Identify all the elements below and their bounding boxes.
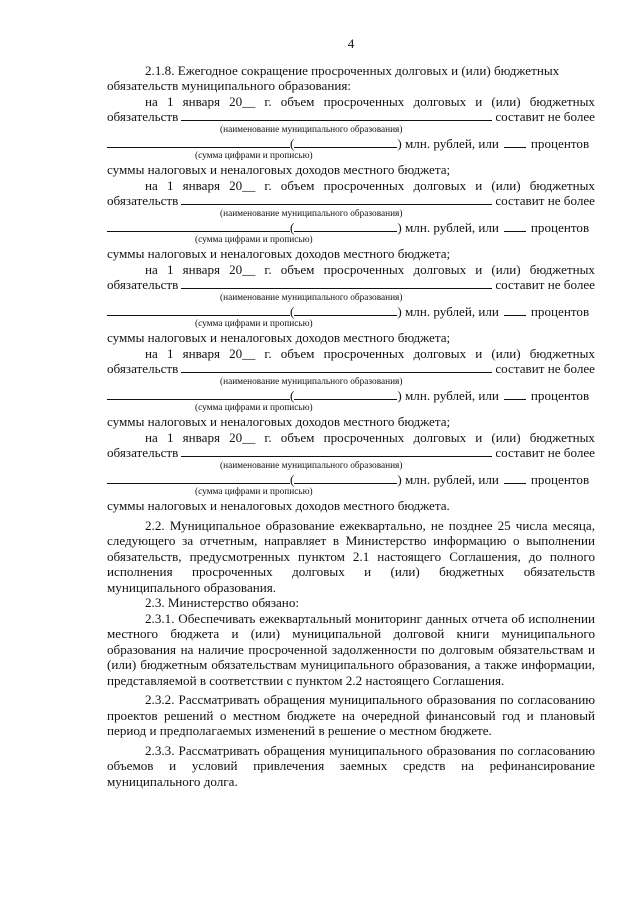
entry-amount-line	[107, 388, 595, 404]
mln-label: ) млн. рублей, или	[397, 303, 499, 319]
lead-word: просроченных	[323, 261, 405, 277]
lead-word: (или)	[491, 261, 521, 277]
lead-word: бюджетных	[529, 177, 595, 193]
lead-word: г.	[264, 177, 272, 193]
will-be-max-label: составит не более	[495, 109, 595, 124]
lead-word: и	[475, 429, 483, 445]
lead-word: долговых	[413, 345, 467, 361]
mln-label: ) млн. рублей, или	[397, 387, 499, 403]
entry-amount-line	[107, 304, 595, 320]
lead-word: долговых	[413, 261, 467, 277]
entry-obligations-line	[107, 109, 595, 125]
lead-word: долговых	[413, 177, 467, 193]
mln-label: ) млн. рублей, или	[397, 471, 499, 487]
entry-block	[107, 430, 595, 514]
lead-word: объем	[280, 177, 315, 193]
lead-word: объем	[280, 429, 315, 445]
entry-amount-line	[107, 136, 595, 152]
obligations-label: обязательств	[107, 445, 179, 460]
entry-block	[107, 94, 595, 178]
percent-blank[interactable]	[504, 220, 526, 232]
lead-word: просроченных	[323, 429, 405, 445]
obligations-label: обязательств	[107, 361, 179, 376]
entry-tail: суммы налоговых и неналоговых доходов местного бюджета;	[107, 162, 451, 177]
municipality-name-blank[interactable]	[181, 277, 492, 289]
paragraph-2-3-2: 2.3.2. Рассматривать обращения муниципального образования по согласованию проектов решений о местном бюджете на очередной финансовый год и плановый период и предполагаемых изменений в решение о местном бюджете.	[107, 692, 595, 738]
lead-word: января	[182, 177, 221, 193]
entry-block	[107, 262, 595, 346]
lead-word: г.	[264, 345, 272, 361]
lead-word: г.	[264, 429, 272, 445]
percent-label: процентов	[530, 387, 590, 403]
obligations-label: обязательств	[107, 109, 179, 124]
entry-lead-line	[107, 346, 595, 362]
will-be-max-label: составит не более	[495, 445, 595, 460]
lead-word: г.	[264, 261, 272, 277]
entries-list	[107, 94, 595, 514]
lead-word: долговых	[413, 93, 467, 109]
lead-word: и	[475, 261, 483, 277]
entry-tail: суммы налоговых и неналоговых доходов местного бюджета;	[107, 414, 451, 429]
obligations-label: обязательств	[107, 193, 179, 208]
sum-caption: (сумма цифрами и прописью)	[195, 151, 313, 161]
lead-word: 1	[166, 93, 174, 109]
will-be-max-label: составит не более	[495, 277, 595, 292]
lead-word: на	[145, 93, 158, 109]
lead-word: 20__	[229, 93, 256, 109]
lead-word: января	[182, 261, 221, 277]
entry-lead-line	[107, 178, 595, 194]
entry-tail: суммы налоговых и неналоговых доходов местного бюджета;	[107, 330, 451, 345]
open-paren: (	[290, 387, 295, 403]
municipality-name-blank[interactable]	[181, 109, 492, 121]
lead-word: января	[182, 93, 221, 109]
open-paren: (	[290, 219, 295, 235]
lead-word: (или)	[491, 177, 521, 193]
amount-words-blank[interactable]	[294, 388, 397, 400]
municipality-name-blank[interactable]	[181, 193, 492, 205]
amount-words-blank[interactable]	[294, 220, 397, 232]
amount-digits-blank[interactable]	[107, 220, 290, 232]
lead-word: и	[475, 177, 483, 193]
amount-digits-blank[interactable]	[107, 388, 290, 400]
amount-digits-blank[interactable]	[107, 472, 290, 484]
percent-label: процентов	[530, 219, 590, 235]
open-paren: (	[290, 471, 295, 487]
lead-word: 20__	[229, 345, 256, 361]
lead-word: просроченных	[323, 177, 405, 193]
lead-word: бюджетных	[529, 93, 595, 109]
lead-word: на	[145, 429, 158, 445]
lead-word: 1	[166, 345, 174, 361]
lead-word: (или)	[491, 345, 521, 361]
municipality-name-caption: (наименование муниципального образования)	[220, 124, 403, 135]
lead-word: просроченных	[323, 345, 405, 361]
lead-word: (или)	[491, 93, 521, 109]
will-be-max-label: составит не более	[495, 193, 595, 208]
entry-obligations-line	[107, 361, 595, 377]
document-page	[107, 36, 595, 789]
municipality-name-caption: (наименование муниципального образования)	[220, 292, 403, 303]
lead-word: г.	[264, 93, 272, 109]
percent-label: процентов	[530, 303, 590, 319]
entry-obligations-line	[107, 277, 595, 293]
lead-word: объем	[280, 93, 315, 109]
lead-word: (или)	[491, 429, 521, 445]
lead-word: долговых	[413, 429, 467, 445]
lead-word: бюджетных	[529, 429, 595, 445]
paragraph-2-3: 2.3. Министерство обязано:	[145, 595, 299, 610]
entry-obligations-line	[107, 445, 595, 461]
section-title-line1: 2.1.8. Ежегодное сокращение просроченных долговых и (или) бюджетных	[145, 62, 560, 78]
obligations-label: обязательств	[107, 277, 179, 292]
lead-word: января	[182, 345, 221, 361]
percent-blank[interactable]	[504, 304, 526, 316]
percent-blank[interactable]	[504, 388, 526, 400]
lead-word: и	[475, 93, 483, 109]
lead-word: бюджетных	[529, 345, 595, 361]
municipality-name-caption: (наименование муниципального образования)	[220, 208, 403, 219]
paragraph-2-2: 2.2. Муниципальное образование ежеквартально, не позднее 25 числа месяца, следующего за отчетным, направляет в Министерство информацию о выполнении обязательств, предусмотренных пунктом 2.1 настоящего Соглашения, до полного исполнения просроченных долговых и (или) бюджетных обязательств муниципального образования.	[107, 517, 595, 595]
lead-word: просроченных	[323, 93, 405, 109]
amount-words-blank[interactable]	[294, 304, 397, 316]
percent-blank[interactable]	[504, 136, 526, 148]
entry-block	[107, 346, 595, 430]
paragraph-2-3-3: 2.3.3. Рассматривать обращения муниципального образования по согласованию объемов и условий привлечения заемных средств на рефинансирование муниципального долга.	[107, 742, 595, 789]
municipality-name-caption: (наименование муниципального образования)	[220, 376, 403, 387]
lead-word: 20__	[229, 177, 256, 193]
entry-tail: суммы налоговых и неналоговых доходов местного бюджета;	[107, 246, 451, 261]
entry-lead-line	[107, 262, 595, 278]
entry-lead-line	[107, 94, 595, 110]
entry-block	[107, 178, 595, 262]
percent-blank[interactable]	[504, 472, 526, 484]
lead-word: 1	[166, 429, 174, 445]
section-2-1-8	[107, 63, 595, 514]
amount-digits-blank[interactable]	[107, 136, 290, 148]
mln-label: ) млн. рублей, или	[397, 135, 499, 151]
amount-words-blank[interactable]	[294, 136, 397, 148]
lead-word: 20__	[229, 261, 256, 277]
lead-word: на	[145, 261, 158, 277]
lead-word: 20__	[229, 429, 256, 445]
lead-word: 1	[166, 177, 174, 193]
amount-words-blank[interactable]	[294, 472, 397, 484]
page-number: 4	[347, 36, 355, 51]
sum-caption: (сумма цифрами и прописью)	[195, 487, 313, 497]
entry-tail: суммы налоговых и неналоговых доходов местного бюджета.	[107, 498, 450, 513]
entry-lead-line	[107, 430, 595, 446]
municipality-name-blank[interactable]	[181, 361, 492, 373]
lead-word: января	[182, 429, 221, 445]
sum-caption: (сумма цифрами и прописью)	[195, 319, 313, 329]
lead-word: бюджетных	[529, 261, 595, 277]
lead-word: объем	[280, 261, 315, 277]
will-be-max-label: составит не более	[495, 361, 595, 376]
open-paren: (	[290, 303, 295, 319]
amount-digits-blank[interactable]	[107, 304, 290, 316]
entry-obligations-line	[107, 193, 595, 209]
open-paren: (	[290, 135, 295, 151]
entry-amount-line	[107, 220, 595, 236]
lead-word: и	[475, 345, 483, 361]
lead-word: на	[145, 177, 158, 193]
lead-word: на	[145, 345, 158, 361]
mln-label: ) млн. рублей, или	[397, 219, 499, 235]
municipality-name-blank[interactable]	[181, 445, 492, 457]
municipality-name-caption: (наименование муниципального образования)	[220, 460, 403, 471]
paragraph-2-3-1: 2.3.1. Обеспечивать ежеквартальный мониторинг данных отчета об исполнении местного бюджета и (или) муниципальной долговой книги муниципального образования на наличие просроченной задолженности по долговым обязательствам и (или) бюджетным обязательствам муниципального образования, а также информации, представляемой в соответствии с пунктом 2.2 настоящего Соглашения.	[107, 610, 595, 688]
percent-label: процентов	[530, 135, 590, 151]
section-title-line2: обязательств муниципального образования:	[107, 78, 352, 93]
lead-word: 1	[166, 261, 174, 277]
percent-label: процентов	[530, 471, 590, 487]
lead-word: объем	[280, 345, 315, 361]
sum-caption: (сумма цифрами и прописью)	[195, 403, 313, 413]
sum-caption: (сумма цифрами и прописью)	[195, 235, 313, 245]
entry-amount-line	[107, 472, 595, 488]
